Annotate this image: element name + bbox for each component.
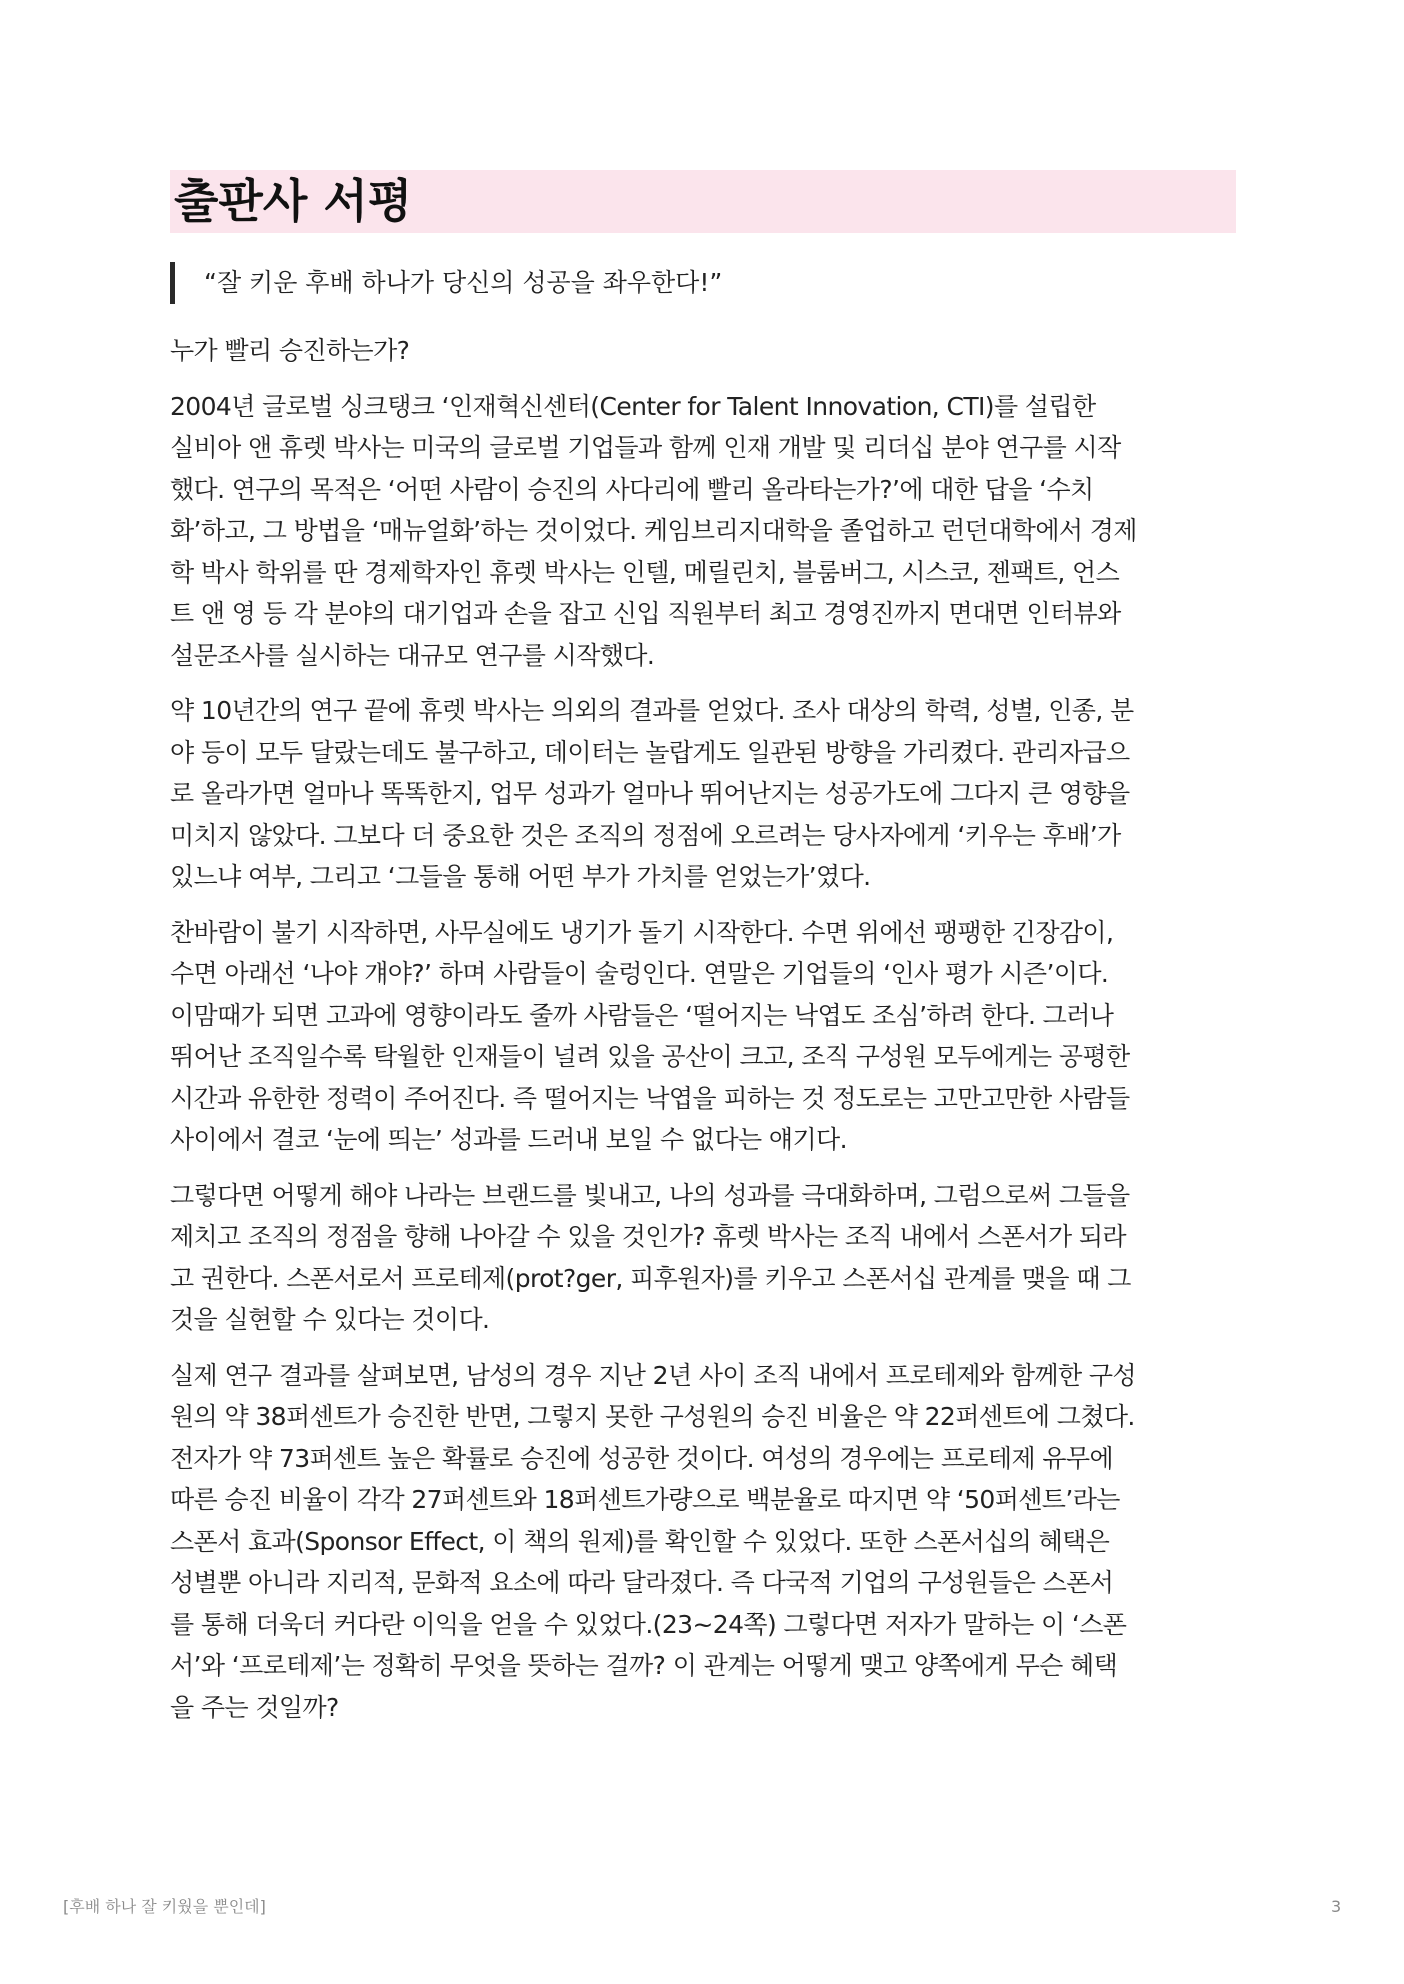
- text-line: 을 주는 것일까?: [170, 1692, 339, 1722]
- text-line: 원의 약 38퍼센트가 승진한 반면, 그렇지 못한 구성원의 승진 비율은 약 22퍼센트에 그쳤다.: [170, 1402, 1135, 1431]
- text-line: 실비아 앤 휴렛 박사는 미국의 글로벌 기업들과 함께 인재 개발 및 리더십 분야 연구를 시작: [170, 433, 1121, 462]
- text-line: 것을 실현할 수 있다는 것이다.: [170, 1305, 490, 1334]
- body-text: [170, 330, 1240, 1742]
- text-line: 사이에서 결코 ‘눈에 띄는’ 성과를 드러내 보일 수 없다는 얘기다.: [170, 1125, 847, 1154]
- text-line: 학 박사 학위를 딴 경제학자인 휴렛 박사는 인텔, 메릴린치, 블룸버그, 시스코, 젠팩트, 언스: [170, 557, 1120, 587]
- paragraph: [170, 330, 1240, 372]
- text-line: 수면 아래선 ‘나야 걔야?’ 하며 사람들이 술렁인다. 연말은 기업들의 ‘인사 평가 시즌’이다.: [170, 959, 1109, 988]
- text-line: 화’하고, 그 방법을 ‘매뉴얼화’하는 것이었다. 케임브리지대학을 졸업하고 런던대학에서 경제: [170, 516, 1137, 545]
- text-line: 서’와 ‘프로테제’는 정확히 무엇을 뜻하는 걸까? 이 관계는 어떻게 맺고 양쪽에게 무슨 혜택: [170, 1651, 1118, 1680]
- footer-book-title: [후배 하나 잘 키웠을 뿐인데]: [63, 1897, 266, 1916]
- text-line: 있느냐 여부, 그리고 ‘그들을 통해 어떤 부가 가치를 얻었는가’였다.: [170, 862, 871, 891]
- paragraph: [170, 912, 1240, 1161]
- text-line: 설문조사를 실시하는 대규모 연구를 시작했다.: [170, 640, 655, 670]
- text-line: 고 권한다. 스폰서로서 프로테제(prot?ger, 피후원자)를 키우고 스폰서십 관계를 맺을 때 그: [170, 1263, 1131, 1293]
- text-line: 2004년 글로벌 싱크탱크 ‘인재혁신센터(Center for Talent Innovation, CTI)를 설립한: [170, 391, 1096, 421]
- paragraph: [170, 690, 1240, 898]
- text-line: 실제 연구 결과를 살펴보면, 남성의 경우 지난 2년 사이 조직 내에서 프로테제와 함께한 구성: [170, 1360, 1136, 1390]
- text-line: 이맘때가 되면 고과에 영향이라도 줄까 사람들은 ‘떨어지는 낙엽도 조심’하려 한다. 그러나: [170, 1000, 1114, 1030]
- heading-highlight: [170, 170, 1236, 233]
- text-line: 했다. 연구의 목적은 ‘어떤 사람이 승진의 사다리에 빨리 올라타는가?’에 대한 답을 ‘수치: [170, 474, 1094, 504]
- paragraph: [170, 1175, 1240, 1341]
- text-line: 찬바람이 불기 시작하면, 사무실에도 냉기가 돌기 시작한다. 수면 위에선 팽팽한 긴장감이,: [170, 917, 1114, 947]
- text-line: 성별뿐 아니라 지리적, 문화적 요소에 따라 달라졌다. 즉 다국적 기업의 구성원들은 스폰서: [170, 1568, 1114, 1597]
- text-line: 그렇다면 어떻게 해야 나라는 브랜드를 빛내고, 나의 성과를 극대화하며, 그럼으로써 그들을: [170, 1180, 1130, 1210]
- text-line: 누가 빨리 승진하는가?: [170, 336, 410, 365]
- blockquote: [170, 262, 1236, 304]
- text-line: 제치고 조직의 정점을 향해 나아갈 수 있을 것인가? 휴렛 박사는 조직 내에서 스폰서가 되라: [170, 1222, 1126, 1251]
- blockquote-text: “잘 키운 후배 하나가 당신의 성공을 좌우한다!”: [204, 268, 723, 297]
- paragraph: [170, 1355, 1240, 1729]
- text-line: 미치지 않았다. 그보다 더 중요한 것은 조직의 정점에 오르려는 당사자에게 ‘키우는 후배’가: [170, 820, 1121, 850]
- text-line: 시간과 유한한 정력이 주어진다. 즉 떨어지는 낙엽을 피하는 것 정도로는 고만고만한 사람들: [170, 1083, 1130, 1113]
- text-line: 스폰서 효과(Sponsor Effect, 이 책의 원제)를 확인할 수 있었다. 또한 스폰서십의 혜택은: [170, 1526, 1110, 1556]
- page-number: 3: [1331, 1897, 1342, 1916]
- text-line: 뛰어난 조직일수록 탁월한 인재들이 널려 있을 공산이 크고, 조직 구성원 모두에게는 공평한: [170, 1042, 1130, 1071]
- page-title: 출판사 서평: [174, 174, 413, 228]
- text-line: 를 통해 더욱더 커다란 이익을 얻을 수 있었다.(23~24쪽) 그렇다면 저자가 말하는 이 ‘스폰: [170, 1609, 1127, 1639]
- text-line: 로 올라가면 얼마나 똑똑한지, 업무 성과가 얼마나 뛰어난지는 성공가도에 그다지 큰 영향을: [170, 779, 1130, 808]
- text-line: 트 앤 영 등 각 분야의 대기업과 손을 잡고 신입 직원부터 최고 경영진까지 면대면 인터뷰와: [170, 599, 1121, 628]
- text-line: 따른 승진 비율이 각각 27퍼센트와 18퍼센트가량으로 백분율로 따지면 약 ‘50퍼센트’라는: [170, 1485, 1120, 1514]
- text-line: 야 등이 모두 달랐는데도 불구하고, 데이터는 놀랍게도 일관된 방향을 가리켰다. 관리자급으: [170, 737, 1130, 767]
- text-line: 약 10년간의 연구 끝에 휴렛 박사는 의외의 결과를 얻었다. 조사 대상의 학력, 성별, 인종, 분: [170, 696, 1134, 725]
- paragraph: [170, 386, 1240, 677]
- blockquote-bar: [170, 262, 175, 304]
- text-line: 전자가 약 73퍼센트 높은 확률로 승진에 성공한 것이다. 여성의 경우에는 프로테제 유무에: [170, 1443, 1114, 1473]
